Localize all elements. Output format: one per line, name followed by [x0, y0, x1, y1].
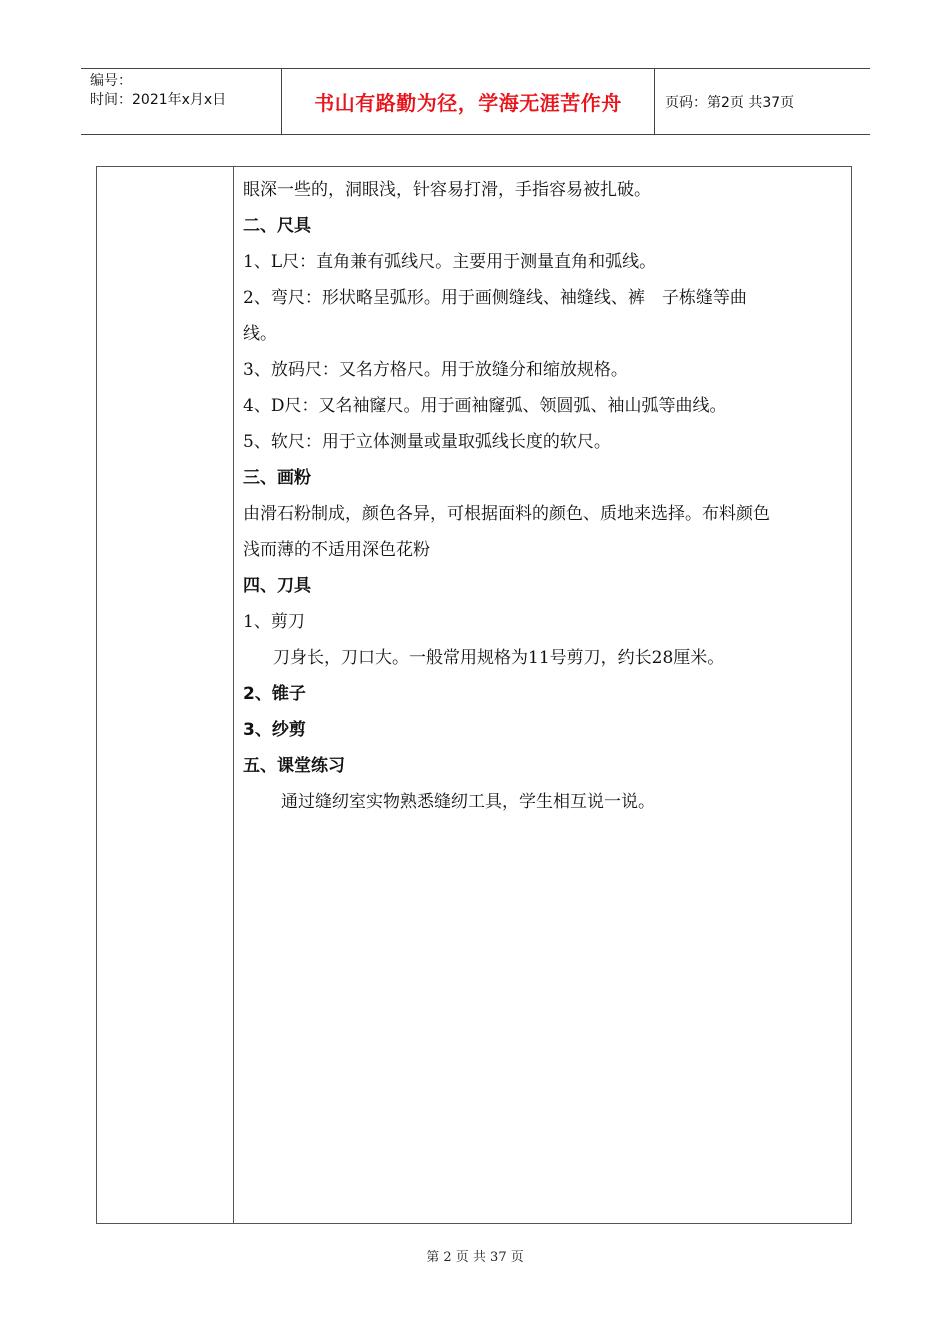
- text-line: 1、L尺：直角兼有弧线尺。主要用于测量直角和弧线。: [243, 252, 657, 272]
- content-table: [96, 166, 852, 1224]
- text-line: 5、软尺：用于立体测量或量取弧线长度的软尺。: [243, 432, 611, 452]
- text-line: 通过缝纫室实物熟悉缝纫工具，学生相互说一说。: [281, 792, 655, 812]
- table-right-column: [234, 167, 851, 1223]
- header-page-cell: [655, 69, 870, 134]
- text-line: 由滑石粉制成，颜色各异，可根据面料的颜色、质地来选择。布料颜色: [243, 504, 770, 524]
- section-heading: 五、课堂练习: [243, 756, 345, 776]
- document-number: 编号：: [90, 73, 132, 89]
- text-line: 浅而薄的不适用深色花粉: [243, 540, 430, 560]
- page-code: 页码：第2页 共37页: [665, 94, 795, 111]
- document-date: 时间：2021年x月x日: [90, 92, 227, 108]
- text-line: 眼深一些的，洞眼浅，针容易打滑，手指容易被扎破。: [243, 180, 651, 200]
- page-footer: 第 2 页 共 37 页: [426, 1250, 524, 1265]
- header-motto-cell: [282, 69, 655, 134]
- header-meta: [81, 69, 282, 134]
- sub-heading: 2、锥子: [243, 684, 306, 704]
- text-line: 2、弯尺：形状略呈弧形。用于画侧缝线、袖缝线、裤 子栋缝等曲: [243, 288, 747, 308]
- text-line: 4、D尺：又名袖窿尺。用于画袖窿弧、领圆弧、袖山弧等曲线。: [243, 396, 727, 416]
- section-heading: 三、画粉: [243, 468, 311, 488]
- page-header: [81, 68, 870, 135]
- motto: 书山有路勤为径，学海无涯苦作舟: [314, 91, 622, 115]
- section-heading: 二、尺具: [243, 216, 311, 236]
- sub-heading: 3、纱剪: [243, 720, 306, 740]
- table-left-column: [97, 167, 234, 1223]
- text-line: 刀身长，刀口大。一般常用规格为11号剪刀，约长28厘米。: [273, 648, 725, 668]
- text-line: 线。: [243, 324, 277, 344]
- text-line: 3、放码尺：又名方格尺。用于放缝分和缩放规格。: [243, 360, 628, 380]
- section-heading: 四、刀具: [243, 576, 311, 596]
- text-line: 1、剪刀: [243, 612, 305, 632]
